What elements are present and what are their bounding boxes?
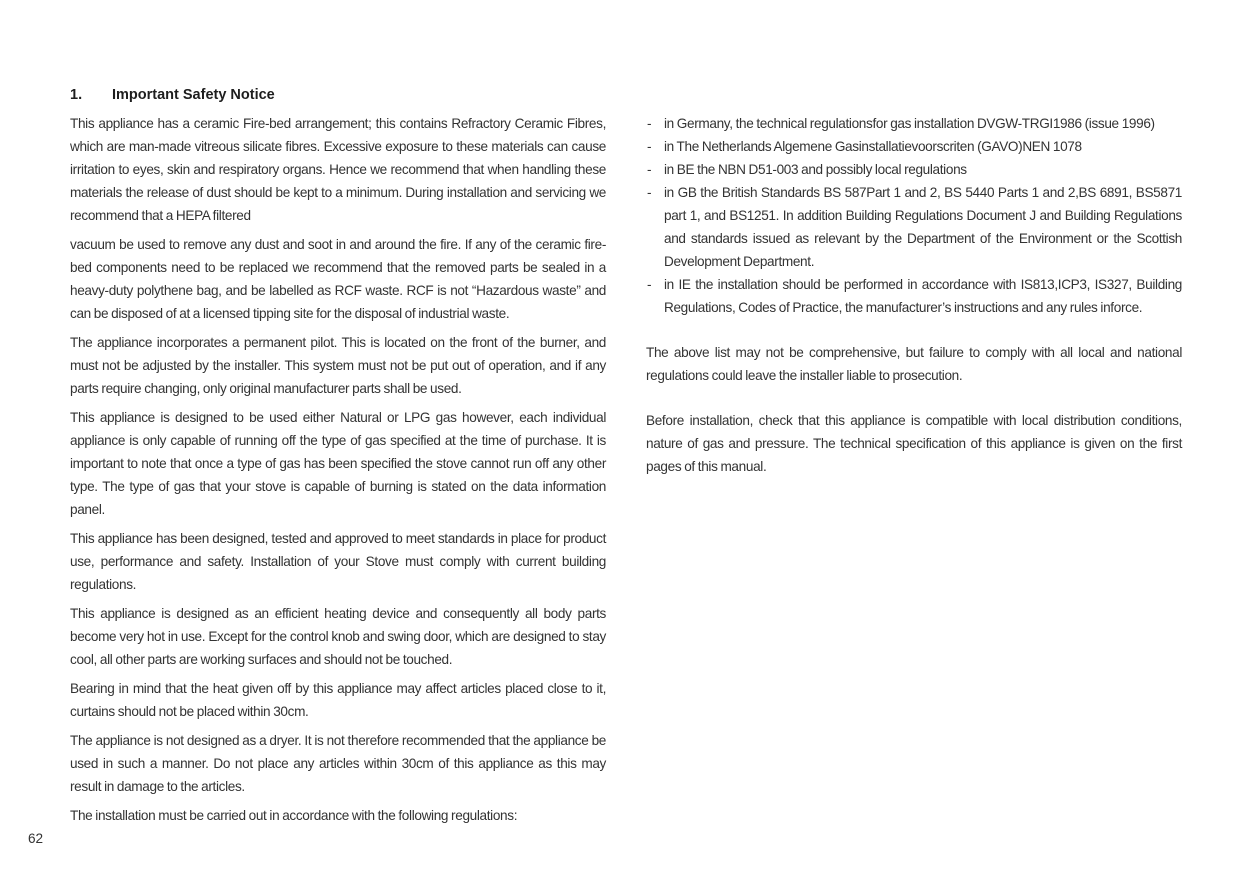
regulations-list <box>646 112 1182 319</box>
list-item-text: in BE the NBN D51-003 and possibly local regulations <box>664 162 967 177</box>
list-item-text: in The Netherlands Algemene Gasinstallatievoorscriten (GAVO)NEN 1078 <box>664 139 1082 154</box>
section-heading <box>70 84 606 107</box>
paragraph-vacuum-disposal: vacuum be used to remove any dust and soot in and around the fire. If any of the ceramic fire-bed components need to be replaced we recommend that the removed parts be sealed in a heavy-duty polythene bag, and be labelled as RCF waste. RCF is not “Hazardous waste” and can be disposed of at a licensed tipping site for the disposal of industrial waste. <box>70 237 606 321</box>
list-item-text: in Germany, the technical regulationsfor gas installation DVGW-TRGI1986 (issue 1996) <box>664 116 1155 131</box>
paragraph-gas-type: This appliance is designed to be used either Natural or LPG gas however, each individual appliance is only capable of running off the type of gas specified at the time of purchase. It is important to note that once a type of gas has been specified the stove cannot run off any other type. The type of gas that your stove is capable of burning is stated on the data information panel. <box>70 410 606 517</box>
section-number: 1. <box>70 87 83 103</box>
right-column <box>646 112 1182 500</box>
list-marker: - <box>647 185 652 200</box>
paragraph-not-a-dryer: The appliance is not designed as a dryer. It is not therefore recommended that the appliance be used in such a manner. Do not place any articles within 30cm of this appliance as this may result in damage to the articles. <box>70 733 606 794</box>
list-item-text: in IE the installation should be performed in accordance with IS813,ICP3, IS327, Building Regulations, Codes of Practice, the manufacturer’s instructions and any rules inforce. <box>664 277 1182 315</box>
list-marker: - <box>647 162 652 177</box>
paragraph-list-not-comprehensive: The above list may not be comprehensive, but failure to comply with all local and national regulations could leave the installer liable to prosecution. <box>646 345 1182 383</box>
paragraph-permanent-pilot: The appliance incorporates a permanent pilot. This is located on the front of the burner, and must not be adjusted by the installer. This system must not be put out of operation, and if any parts require changing, only original manufacturer parts shall be used. <box>70 335 606 396</box>
paragraph-installation-regulations: The installation must be carried out in accordance with the following regulations: <box>70 808 518 823</box>
paragraph-hot-surfaces: This appliance is designed as an efficient heating device and consequently all body parts become very hot in use. Except for the control knob and swing door, which are designed to stay cool, all other parts are working surfaces and should not be touched. <box>70 606 606 667</box>
list-item <box>646 135 1182 158</box>
list-marker: - <box>647 277 652 292</box>
paragraph-standards: This appliance has been designed, tested and approved to meet standards in place for product use, performance and safety. Installation of your Stove must comply with current building regulations. <box>70 531 606 592</box>
list-item <box>646 112 1182 135</box>
left-column <box>70 84 606 833</box>
list-item <box>646 181 1182 273</box>
list-item <box>646 273 1182 319</box>
section-title: Important Safety Notice <box>112 87 275 103</box>
list-marker: - <box>647 139 652 154</box>
paragraph-ceramic-fibres: This appliance has a ceramic Fire-bed arrangement; this contains Refractory Ceramic Fibres, which are man-made vitreous silicate fibres. Excessive exposure to these materials can cause irritation to eyes, skin and respiratory organs. Hence we recommend that when handling these materials the release of dust should be kept to a minimum. During installation and servicing we recommend that a HEPA filtered <box>70 116 606 223</box>
list-item <box>646 158 1182 181</box>
page-number: 62 <box>28 831 44 846</box>
list-marker: - <box>647 116 652 131</box>
paragraph-before-installation: Before installation, check that this appliance is compatible with local distribution conditions, nature of gas and pressure. The technical specification of this appliance is given on the first pages of this manual. <box>646 413 1182 474</box>
paragraph-curtains: Bearing in mind that the heat given off by this appliance may affect articles placed close to it, curtains should not be placed within 30cm. <box>70 681 606 719</box>
list-item-text: in GB the British Standards BS 587Part 1 and 2, BS 5440 Parts 1 and 2,BS 6891, BS5871 part 1, and BS1251. In addition Building Regulations Document J and Building Regulations and standards issued as relevant by the Department of the Environment or the Scottish Development Department. <box>664 185 1182 269</box>
